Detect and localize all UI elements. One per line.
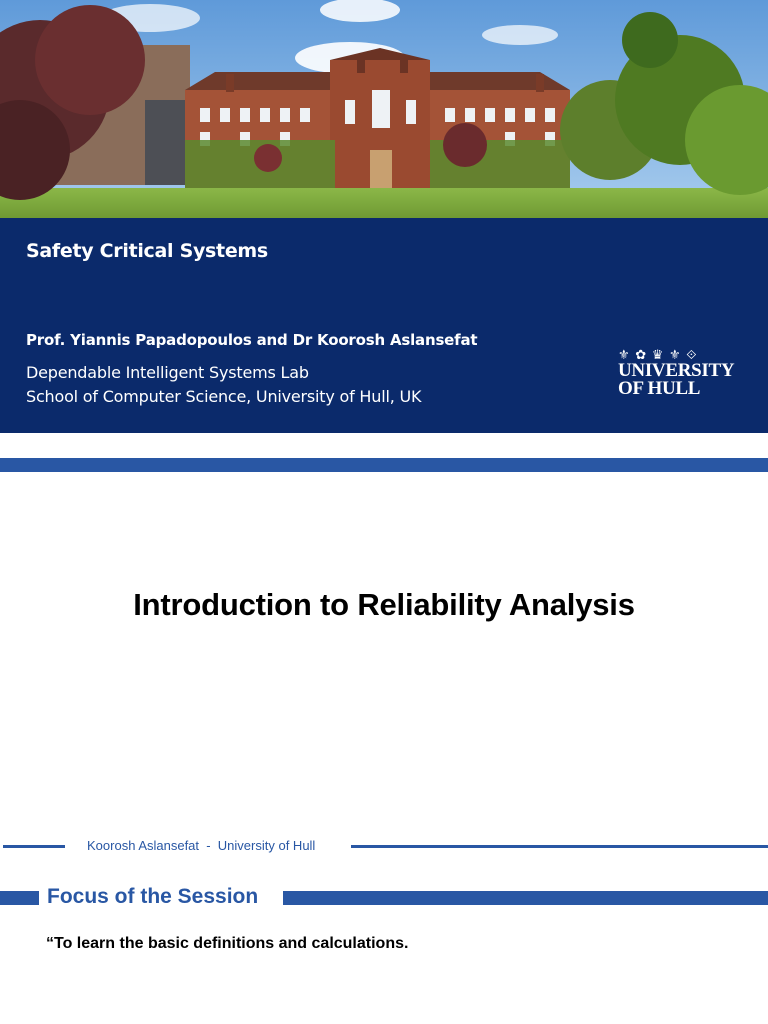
footer-rule-right bbox=[351, 845, 768, 848]
session-quote: “To learn the basic definitions and calculations. bbox=[46, 935, 409, 952]
logo-line1: UNIVERSITY bbox=[618, 360, 735, 381]
heading-bar-right bbox=[283, 891, 768, 905]
campus-photo bbox=[0, 0, 768, 218]
school-name: School of Computer Science, University of Hull, UK bbox=[26, 387, 422, 406]
authors: Prof. Yiannis Papadopoulos and Dr Koorosh Aslansefat bbox=[26, 331, 478, 349]
university-logo bbox=[618, 348, 738, 398]
divider-stripe bbox=[0, 458, 768, 472]
slide-title: Introduction to Reliability Analysis bbox=[133, 587, 635, 622]
course-title: Safety Critical Systems bbox=[26, 240, 268, 262]
footer-rule-left bbox=[3, 845, 65, 848]
title-band bbox=[0, 218, 768, 433]
crest-icon: ⚜ ✿ ♛ ⚜ ⟐ bbox=[618, 347, 698, 362]
footer-text: Koorosh Aslansefat - University of Hull bbox=[87, 838, 316, 853]
logo-line2: OF HULL bbox=[618, 378, 701, 399]
heading-bar-left bbox=[0, 891, 39, 905]
lab-name: Dependable Intelligent Systems Lab bbox=[26, 363, 309, 382]
section-heading: Focus of the Session bbox=[47, 885, 259, 908]
